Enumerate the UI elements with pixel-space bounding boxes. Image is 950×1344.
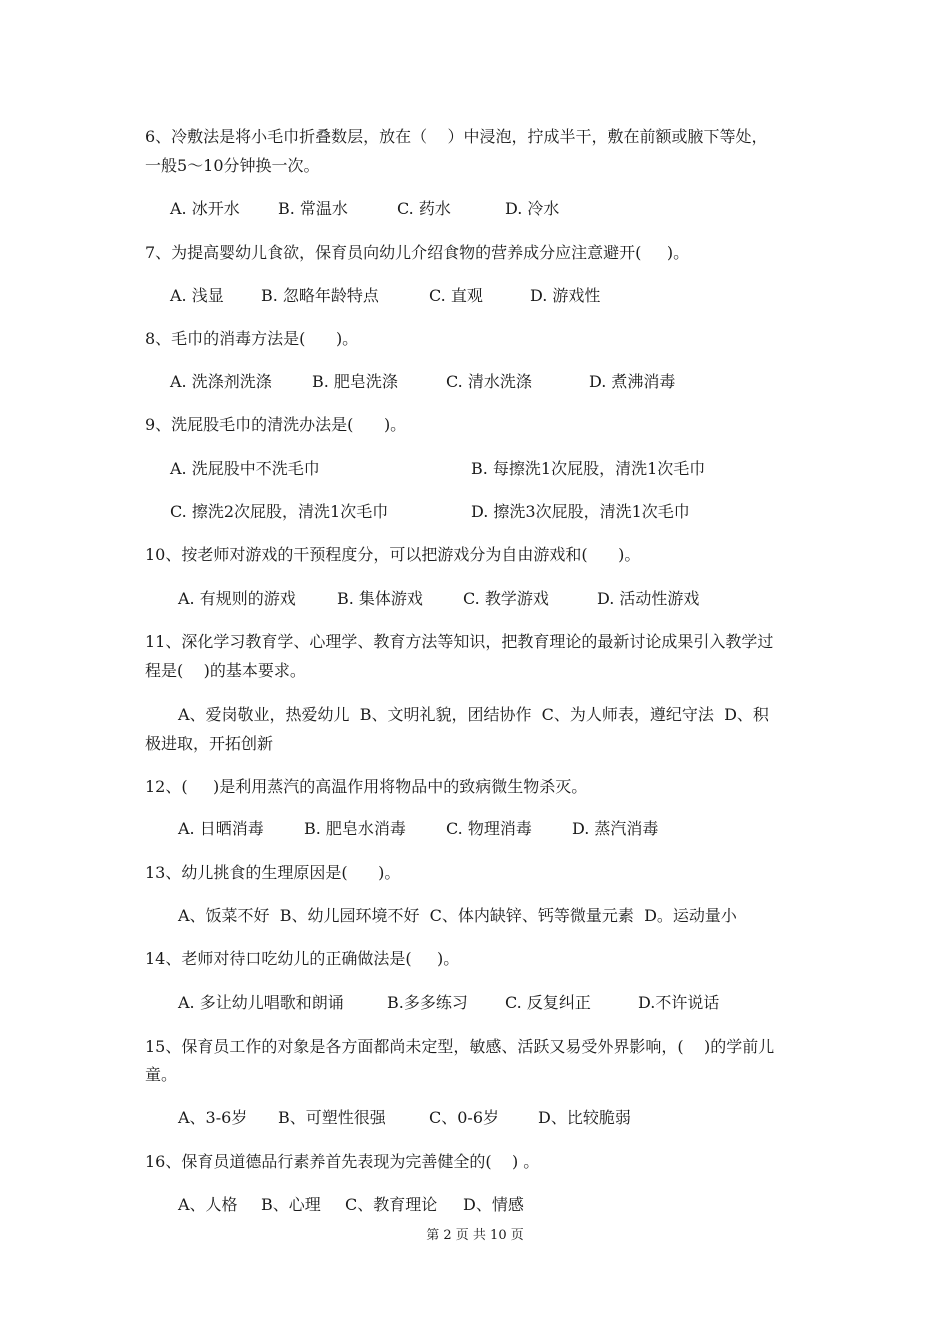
question-14-option-c: C. 反复纠正 <box>505 993 591 1012</box>
question-11-line-1: 11、深化学习教育学、心理学、教育方法等知识，把教育理论的最新讨论成果引入教学过 <box>145 632 774 651</box>
question-10-stem: 10、按老师对游戏的干预程度分，可以把游戏分为自由游戏和( )。 <box>145 545 641 564</box>
question-7-option-b: B. 忽略年龄特点 <box>261 286 379 305</box>
question-10-option-b: B. 集体游戏 <box>337 589 423 608</box>
question-7-stem: 7、为提高婴幼儿食欲，保育员向幼儿介绍食物的营养成分应注意避开( )。 <box>145 243 690 262</box>
question-15-option-b: B、可塑性很强 <box>278 1108 386 1127</box>
question-6-line-1: 6、冷敷法是将小毛巾折叠数层，放在（ ）中浸泡，拧成半干，敷在前额或腋下等处， <box>145 127 768 146</box>
question-6-option-d: D. 冷水 <box>505 199 560 218</box>
question-12-stem: 12、( )是利用蒸汽的高温作用将物品中的致病微生物杀灭。 <box>145 777 588 796</box>
question-7-option-c: C. 直观 <box>429 286 483 305</box>
question-16-stem: 16、保育员道德品行素养首先表现为完善健全的( ) 。 <box>145 1152 540 1171</box>
question-9-stem: 9、洗屁股毛巾的清洗办法是( )。 <box>145 415 407 434</box>
question-10-option-c: C. 教学游戏 <box>463 589 549 608</box>
question-7-option-d: D. 游戏性 <box>530 286 601 305</box>
question-6-option-b: B. 常温水 <box>278 199 348 218</box>
question-8-option-b: B. 肥皂洗涤 <box>312 372 398 391</box>
question-14-option-b: B.多多练习 <box>387 993 468 1012</box>
question-8-option-a: A. 洗涤剂洗涤 <box>170 372 272 391</box>
question-14-option-d: D.不许说话 <box>638 993 720 1012</box>
question-11-line-2: 程是( )的基本要求。 <box>145 661 306 680</box>
question-6-line-2: 一般5～10分钟换一次。 <box>145 156 320 175</box>
question-11-options-line-2: 极进取，开拓创新 <box>145 734 274 753</box>
question-12-option-d: D. 蒸汽消毒 <box>572 819 659 838</box>
question-13-options-line: A、饭菜不好 B、幼儿园环境不好 C、体内缺锌、钙等微量元素 D。运动量小 <box>178 906 737 925</box>
question-7-option-a: A. 浅显 <box>170 286 224 305</box>
question-15-option-d: D、比较脆弱 <box>538 1108 631 1127</box>
question-14-option-a: A. 多让幼儿唱歌和朗诵 <box>178 993 344 1012</box>
question-15-line-2: 童。 <box>145 1065 178 1084</box>
question-12-option-b: B. 肥皂水消毒 <box>304 819 406 838</box>
question-10-option-a: A. 有规则的游戏 <box>178 589 296 608</box>
question-6-option-a: A. 冰开水 <box>170 199 240 218</box>
question-16-option-c: C、教育理论 <box>345 1195 438 1214</box>
page-footer: 第 2 页 共 10 页 <box>426 1228 524 1243</box>
question-15-option-c: C、0-6岁 <box>429 1108 500 1127</box>
question-15-line-1: 15、保育员工作的对象是各方面都尚未定型，敏感、活跃又易受外界影响，( )的学前儿 <box>145 1037 775 1056</box>
question-16-option-b: B、心理 <box>261 1195 321 1214</box>
question-10-option-d: D. 活动性游戏 <box>597 589 700 608</box>
question-9-option-b: B. 每擦洗1次屁股，清洗1次毛巾 <box>471 459 706 478</box>
question-16-option-d: D、情感 <box>463 1195 524 1214</box>
question-8-option-c: C. 清水洗涤 <box>446 372 532 391</box>
question-12-option-c: C. 物理消毒 <box>446 819 532 838</box>
question-12-option-a: A. 日晒消毒 <box>178 819 264 838</box>
question-9-option-a: A. 洗屁股中不洗毛巾 <box>170 459 320 478</box>
question-13-stem: 13、幼儿挑食的生理原因是( )。 <box>145 863 401 882</box>
question-9-option-c: C. 擦洗2次屁股，清洗1次毛巾 <box>170 502 389 521</box>
question-8-option-d: D. 煮沸消毒 <box>589 372 676 391</box>
question-9-option-d: D. 擦洗3次屁股，清洗1次毛巾 <box>471 502 690 521</box>
question-11-options-line-1: A、爱岗敬业，热爱幼儿 B、文明礼貌，团结协作 C、为人师表，遵纪守法 D、积 <box>178 705 769 724</box>
question-16-option-a: A、人格 <box>178 1195 238 1214</box>
question-6-option-c: C. 药水 <box>397 199 451 218</box>
question-8-stem: 8、毛巾的消毒方法是( )。 <box>145 329 359 348</box>
question-14-stem: 14、老师对待口吃幼儿的正确做法是( )。 <box>145 949 460 968</box>
question-15-option-a: A、3-6岁 <box>178 1108 248 1127</box>
